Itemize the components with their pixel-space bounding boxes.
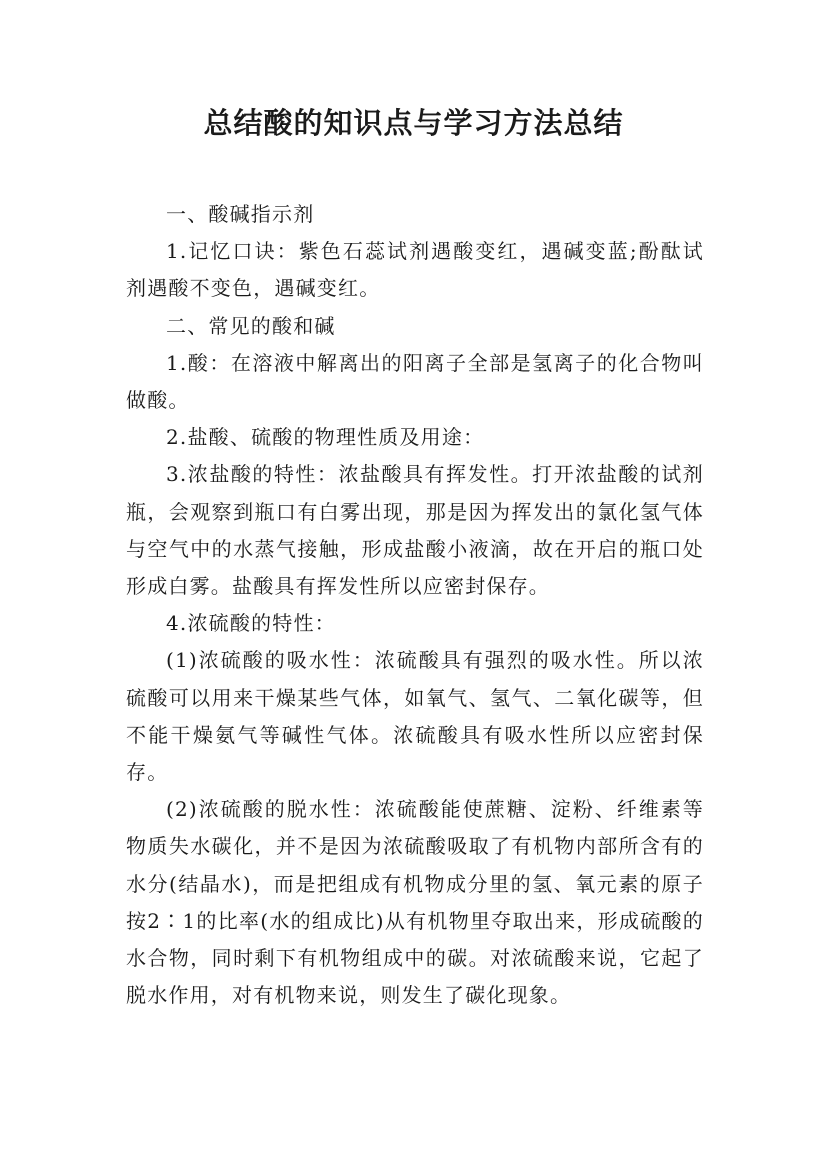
- document-title: 总结酸的知识点与学习方法总结: [203, 106, 624, 140]
- paragraph: (2)浓硫酸的脱水性：浓硫酸能使蔗糖、淀粉、纤维素等物质失水碳化，并不是因为浓硫酸吸取了有机物内部所含有的水分(结晶水)，而是把组成有机物成分里的氢、氧元素的原子按2∶1的比率(水的组成比)从有机物里夺取出来，形成硫酸的水合物，同时剩下有机物组成中的碳。对浓硫酸来说，它起了脱水作用，对有机物来说，则发生了碳化现象。: [126, 797, 704, 1008]
- paragraph: 2.盐酸、硫酸的物理性质及用途：: [166, 425, 485, 450]
- document-body: [126, 196, 704, 1014]
- paragraph: 二、常见的酸和碱: [166, 313, 336, 338]
- paragraph: (1)浓硫酸的吸水性：浓硫酸具有强烈的吸水性。所以浓硫酸可以用来干燥某些气体，如氧气、氢气、二氧化碳等，但不能干燥氨气等碱性气体。浓硫酸具有吸水性所以应密封保存。: [126, 648, 704, 785]
- paragraph: 1.记忆口诀：紫色石蕊试剂遇酸变红，遇碱变蓝;酚酞试剂遇酸不变色，遇碱变红。: [126, 239, 704, 301]
- paragraph: 一、酸碱指示剂: [166, 202, 315, 226]
- paragraph: 3.浓盐酸的特性：浓盐酸具有挥发性。打开浓盐酸的试剂瓶，会观察到瓶口有白雾出现，那是因为挥发出的氯化氢气体与空气中的水蒸气接触，形成盐酸小液滴，故在开启的瓶口处形成白雾。盐酸具有挥发性所以应密封保存。: [126, 462, 704, 599]
- paragraph: 4.浓硫酸的特性：: [166, 611, 336, 636]
- paragraph: 1.酸：在溶液中解离出的阳离子全部是氢离子的化合物叫做酸。: [126, 350, 704, 413]
